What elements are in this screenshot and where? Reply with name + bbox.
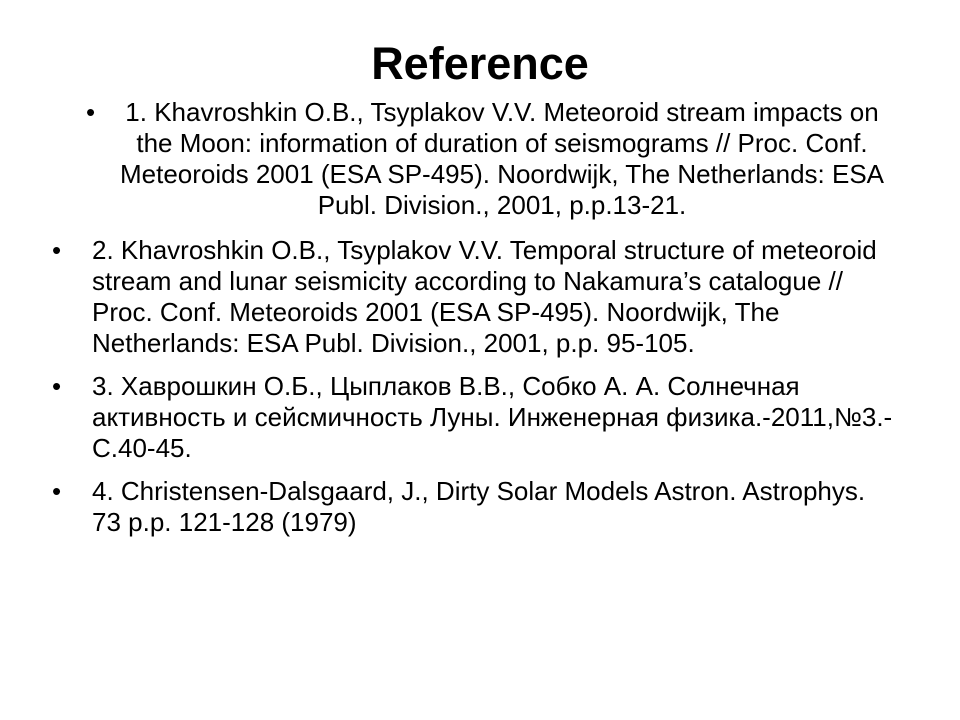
reference-item-3	[48, 371, 898, 464]
reference-text-2: 2. Khavroshkin O.B., Tsyplakov V.V. Temporal structure of meteoroid stream and lunar seismicity according to Nakamura’s catalogue // Proc. Conf. Meteoroids 2001 (ESA SP-495). Noordwijk, The Netherlands: ESA Publ. Division., 2001, p.p. 95-105.	[92, 235, 877, 358]
bullet-icon: •	[52, 235, 62, 265]
reference-item-1	[48, 97, 898, 221]
reference-list	[48, 97, 898, 551]
bullet-icon: •	[86, 97, 96, 127]
reference-item-2	[48, 235, 898, 359]
bullet-icon: •	[52, 371, 62, 401]
bullet-icon: •	[52, 476, 62, 506]
reference-text-3: 3. Хаврошкин О.Б., Цыплаков В.В., Собко А. А. Солнечная активность и сейсмичность Луны. Инженерная физика.-2011,№3.-С.40-45.	[92, 371, 893, 463]
page-title: Reference	[371, 38, 589, 89]
reference-item-4	[48, 476, 898, 538]
reference-text-1: 1. Khavroshkin O.B., Tsyplakov V.V. Meteoroid stream impacts on the Moon: information of duration of seismograms // Proc. Conf. Meteoroids 2001 (ESA SP-495). Noordwijk, The Netherlands: ESA Publ. Division., 2001, p.p.13-21.	[119, 97, 885, 220]
reference-text-4: 4. Christensen-Dalsgaard, J., Dirty Solar Models Astron. Astrophys. 73 p.p. 121-128 (1979)	[92, 476, 866, 537]
